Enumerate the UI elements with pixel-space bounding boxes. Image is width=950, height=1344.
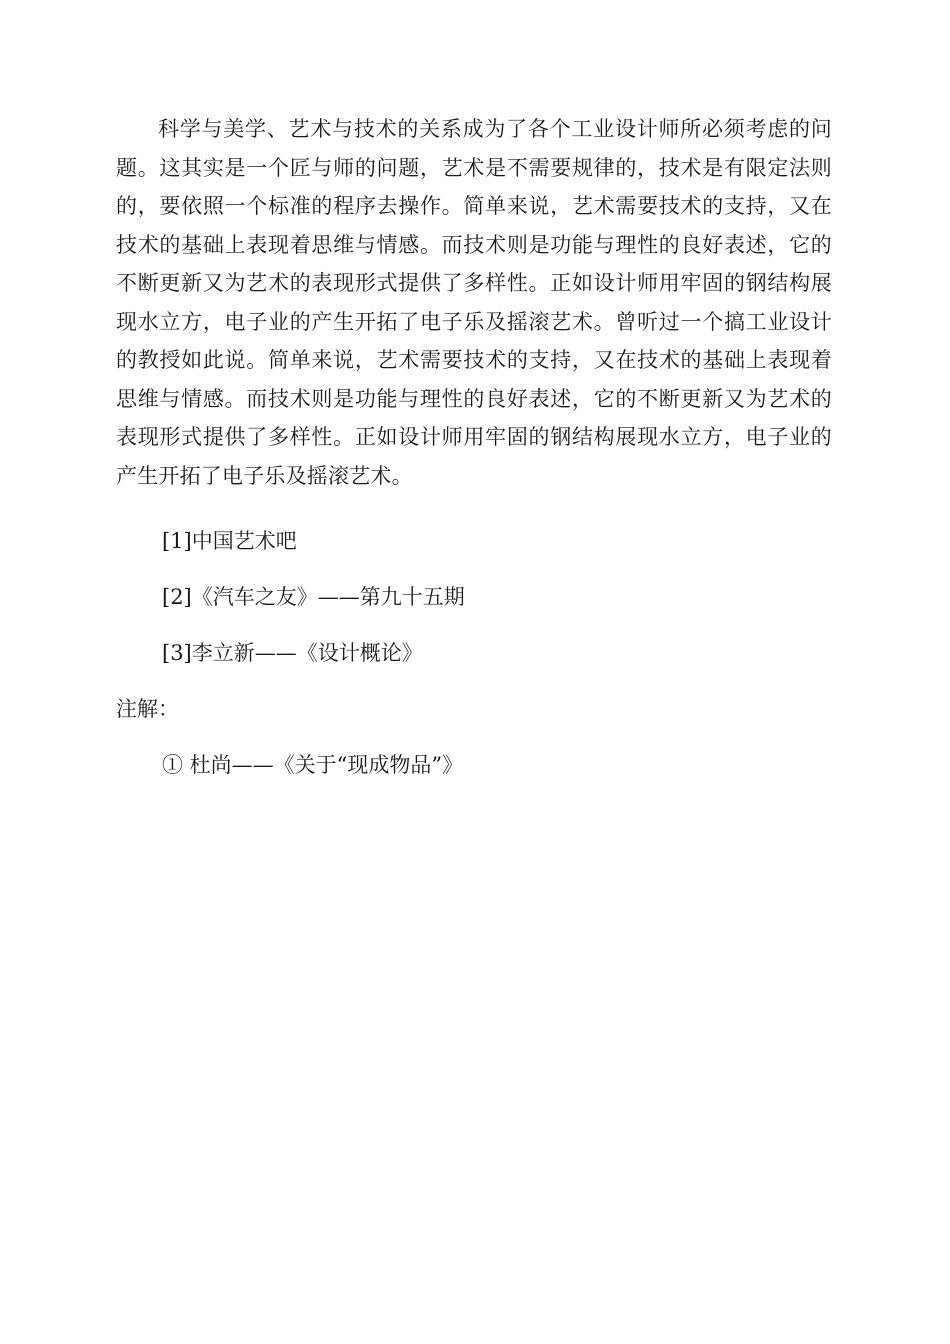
reference-item-1: [1]中国艺术吧: [162, 529, 297, 553]
note-item-1: ① 杜尚——《关于“现成物品”》: [162, 753, 464, 777]
reference-list: [116, 513, 832, 681]
notes-list: [116, 737, 832, 793]
reference-item-2: [2]《汽车之友》——第九十五期: [162, 585, 465, 609]
document-content: [116, 110, 832, 793]
reference-item-3: [3]李立新——《设计概论》: [162, 641, 423, 665]
body-paragraph: 科学与美学、艺术与技术的关系成为了各个工业设计师所必须考虑的问题。这其实是一个匠与师的问题，艺术是不需要规律的，技术是有限定法则的，要依照一个标准的程序去操作。简单来说，艺术需要技术的支持，又在技术的基础上表现着思维与情感。而技术则是功能与理性的良好表述，它的不断更新又为艺术的表现形式提供了多样性。正如设计师用牢固的钢结构展现水立方，电子业的产生开拓了电子乐及摇滚艺术。曾听过一个搞工业设计的教授如此说。简单来说，艺术需要技术的支持，又在技术的基础上表现着思维与情感。而技术则是功能与理性的良好表述，它的不断更新又为艺术的表现形式提供了多样性。正如设计师用牢固的钢结构展现水立方，电子业的产生开拓了电子乐及摇滚艺术。: [116, 117, 832, 488]
notes-heading: 注解：: [116, 697, 179, 721]
